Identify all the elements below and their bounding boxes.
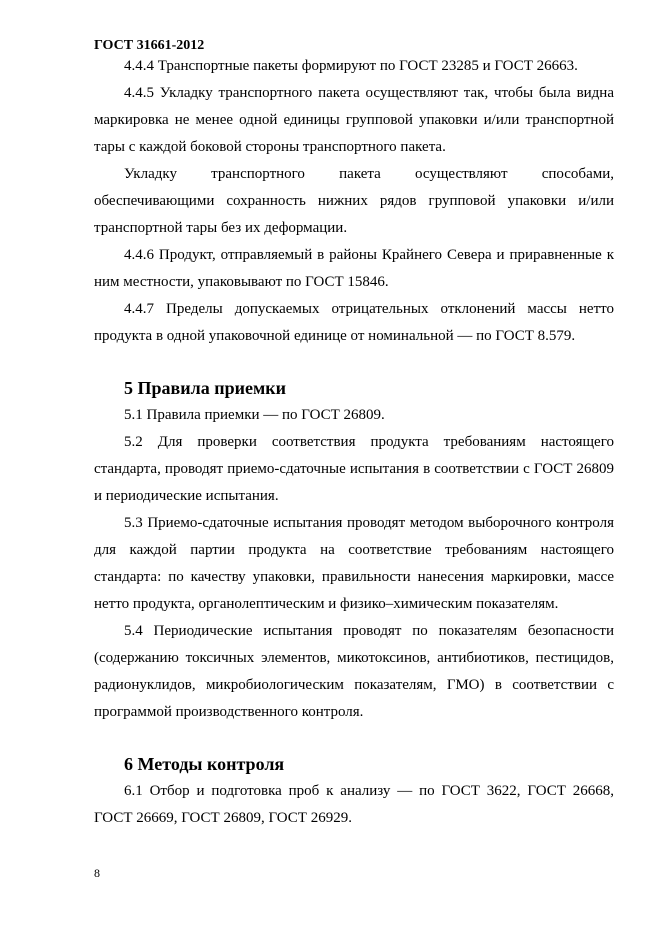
page-number: 8 xyxy=(94,866,100,880)
paragraph-4-4-7: 4.4.7 Пределы допускаемых отрицательных отклонений массы нетто продукта в одной упаковочной единице от номинальной — по ГОСТ 8.579. xyxy=(94,301,614,344)
paragraph-5-1: 5.1 Правила приемки — по ГОСТ 26809. xyxy=(124,407,385,423)
paragraph-4-4-6: 4.4.6 Продукт, отправляемый в районы Крайнего Севера и приравненные к ним местности, упаковывают по ГОСТ 15846. xyxy=(94,247,614,290)
document-body xyxy=(94,53,614,832)
paragraph-5-3: 5.3 Приемо-сдаточные испытания проводят методом выборочного контроля для каждой партии продукта на соответствие требованиям настоящего стандарта: по качеству упаковки, правильности нанесения маркировки, массе нетто продукта, органолептическим и физико–химическим показателям. xyxy=(94,515,614,612)
paragraph-4-4-4: 4.4.4 Транспортные пакеты формируют по ГОСТ 23285 и ГОСТ 26663. xyxy=(124,58,578,74)
section-heading-5: 5 Правила приемки xyxy=(124,378,286,398)
paragraph-4-4-5: 4.4.5 Укладку транспортного пакета осуществляют так, чтобы была видна маркировка не менее одной единицы групповой упаковки и/или транспортной тары с каждой боковой стороны транспортного пакета. xyxy=(94,85,614,155)
paragraph-5-4: 5.4 Периодические испытания проводят по показателям безопасности (содержанию токсичных элементов, микотоксинов, антибиотиков, пестицидов, радионуклидов, микробиологическим показателям, ГМО) в соответствии с программой производственного контроля. xyxy=(94,623,614,720)
section-heading-6: 6 Методы контроля xyxy=(124,754,285,774)
paragraph-4-4-5-continued: Укладку транспортного пакета осуществляют способами, обеспечивающими сохранность нижних рядов групповой упаковки и/или транспортной тары без их деформации. xyxy=(94,166,614,236)
paragraph-6-1: 6.1 Отбор и подготовка проб к анализу — по ГОСТ 3622, ГОСТ 26668, ГОСТ 26669, ГОСТ 26809, ГОСТ 26929. xyxy=(94,783,614,826)
paragraph-5-2: 5.2 Для проверки соответствия продукта требованиям настоящего стандарта, проводят приемо-сдаточные испытания в соответствии с ГОСТ 26809 и периодические испытания. xyxy=(94,434,614,504)
document-header: ГОСТ 31661-2012 xyxy=(94,38,205,53)
